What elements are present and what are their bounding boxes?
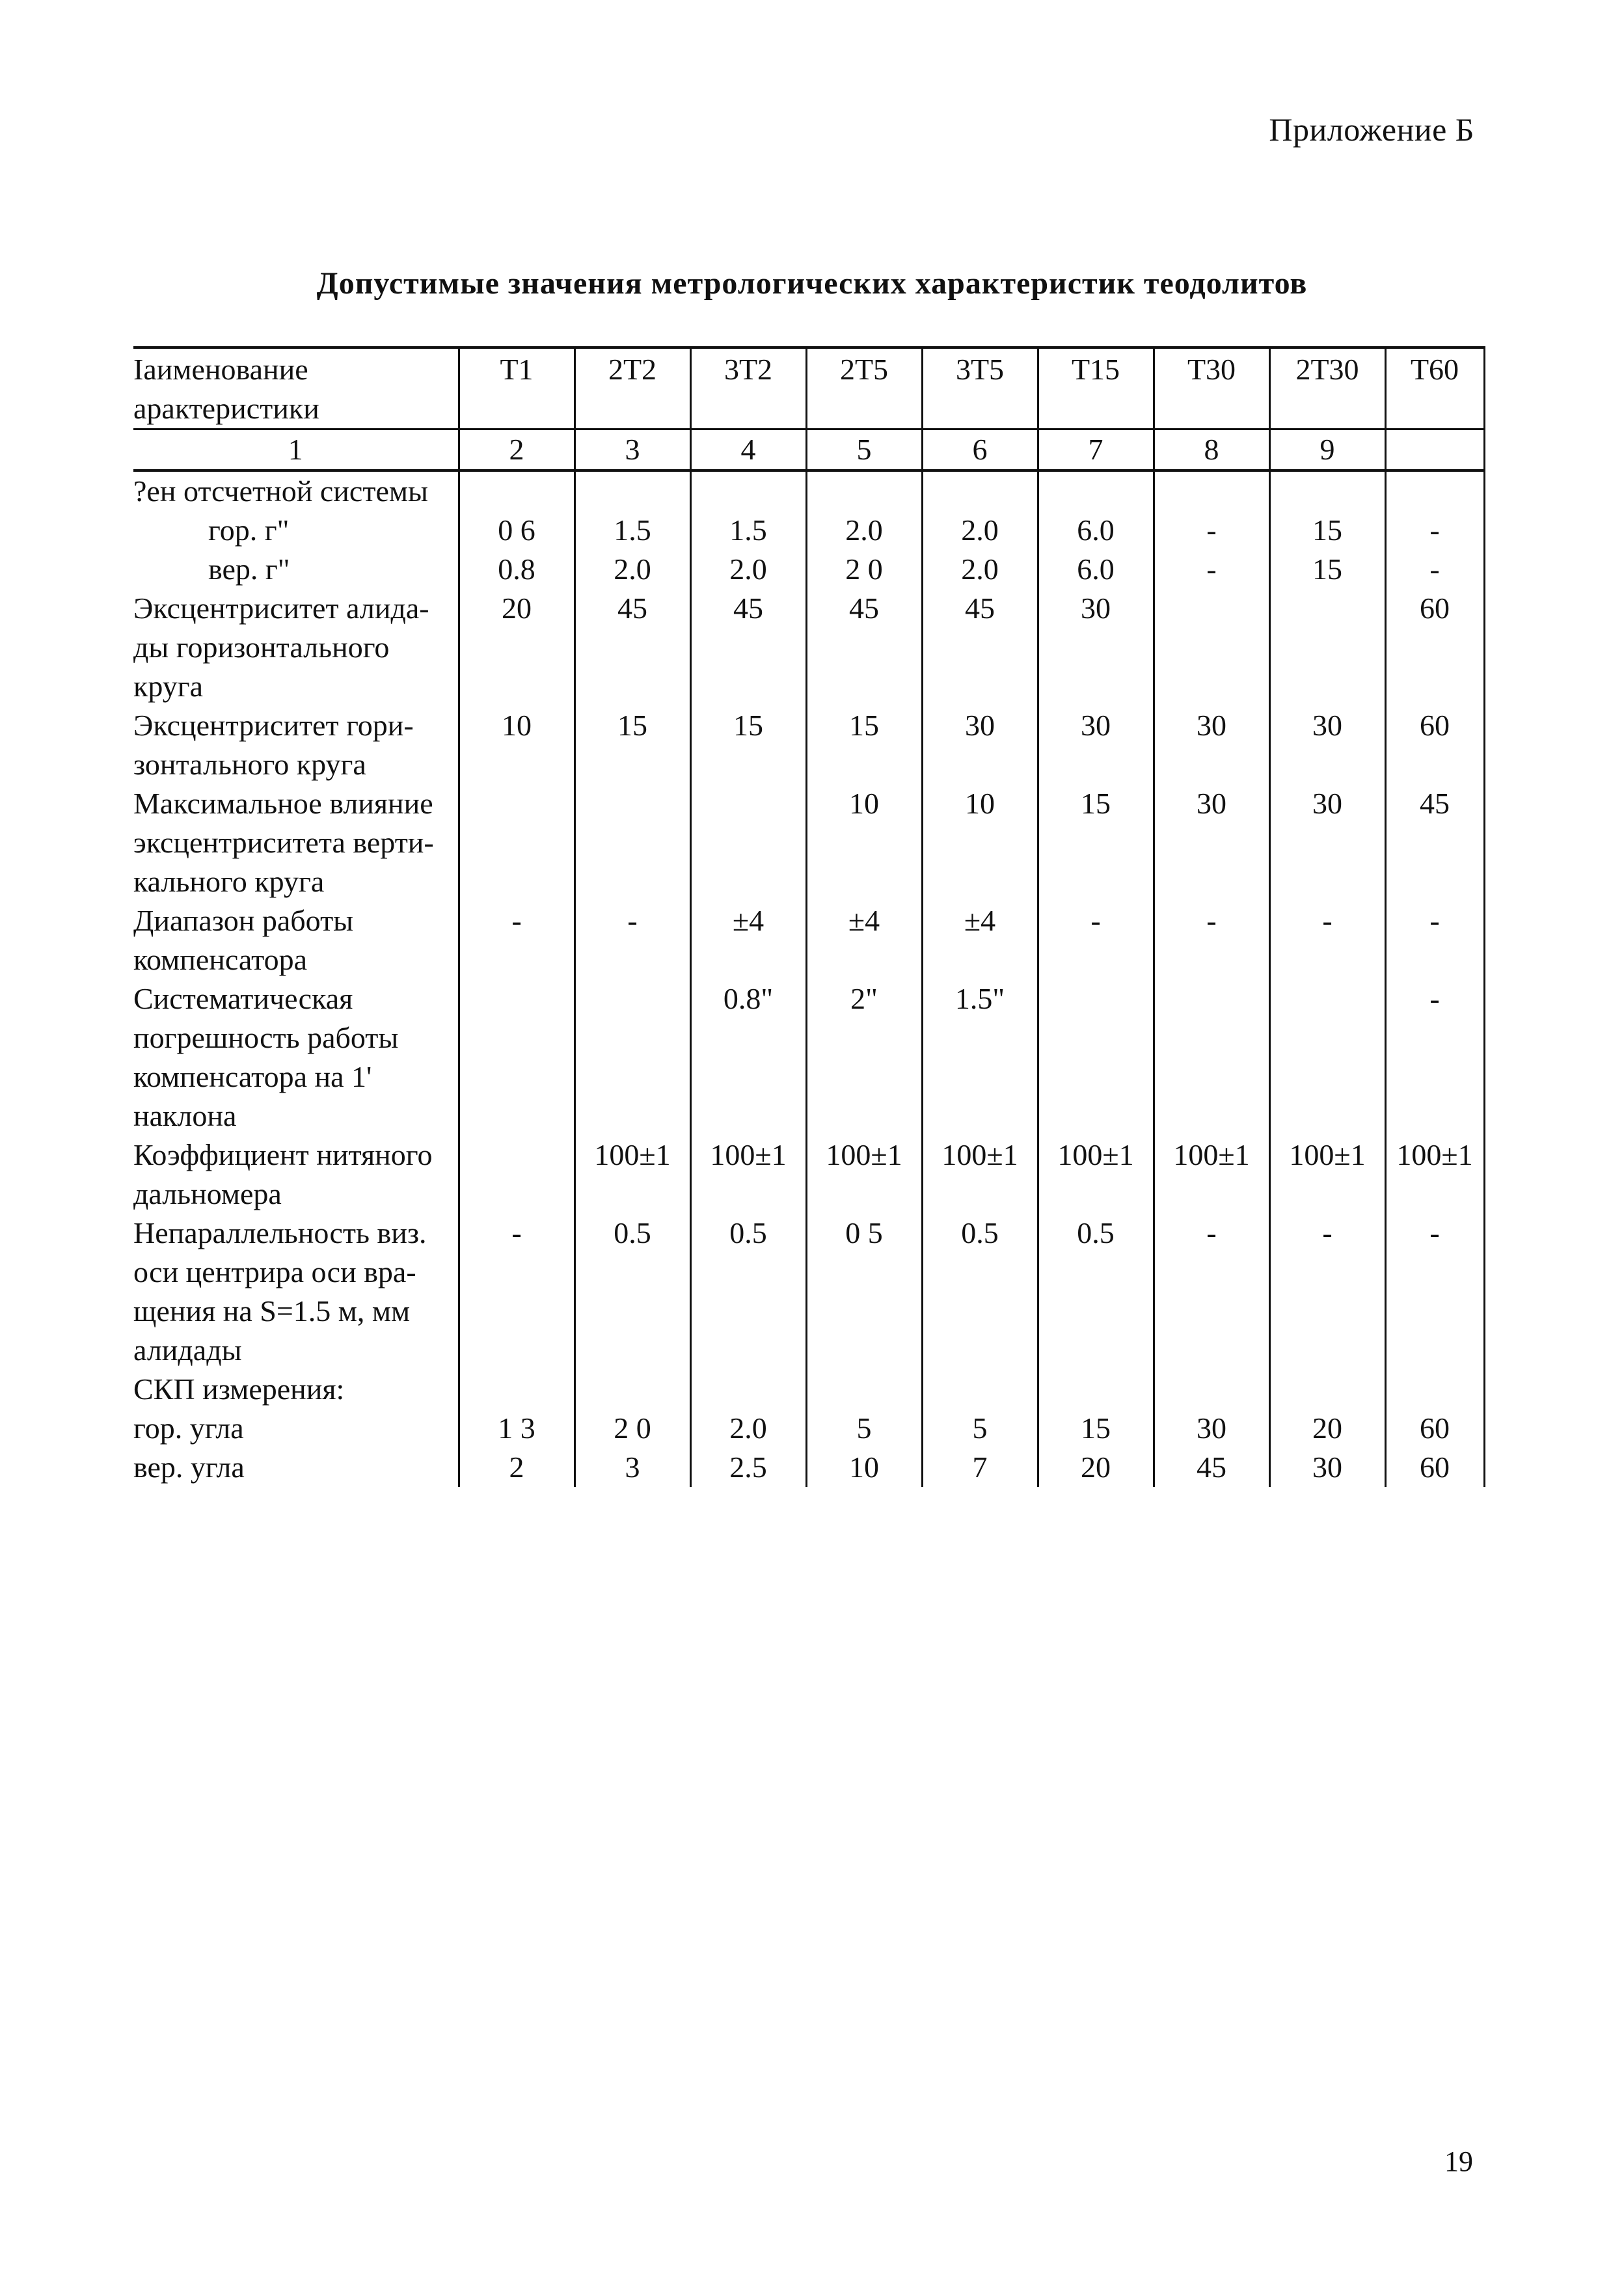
table-cell: 1.5 2.0 [690,470,806,589]
table-cell: 15 15 [1269,470,1385,589]
table-row [133,470,1484,589]
column-number: 9 [1269,429,1385,471]
table-cell: - [1038,901,1154,979]
table-cell: - - [1154,470,1269,589]
table-cell: - [1269,1214,1385,1370]
name-column-header: Iаименование арактеристики [133,347,459,429]
table-cell: 30 [1038,589,1154,706]
table-cell: - [459,1214,575,1370]
table-cell: 5 10 [806,1370,922,1487]
column-number: 7 [1038,429,1154,471]
column-number: 4 [690,429,806,471]
table-cell: 1 3 2 [459,1370,575,1487]
table-cell: 45 [690,589,806,706]
column-number: 3 [575,429,690,471]
header-row [133,347,1484,429]
table-cell: 2.0 2 0 [806,470,922,589]
table-cell: 0 6 0.8 [459,470,575,589]
table-cell: 20 [459,589,575,706]
table-cell: 45 [575,589,690,706]
table-cell [575,979,690,1136]
table-cell: 45 [806,589,922,706]
table-row [133,901,1484,979]
table-cell: ±4 [806,901,922,979]
table-title: Допустимые значения метрологических характеристик теодолитов [316,266,1308,301]
table-cell: 15 [690,706,806,784]
table-cell: 30 45 [1154,1370,1269,1487]
table-cell [1269,589,1385,706]
column-header: T15 [1038,347,1154,429]
table-cell: 0.5 [1038,1214,1154,1370]
table-cell: 100±1 [575,1136,690,1214]
table-row [133,1214,1484,1370]
table-cell: 2 0 3 [575,1370,690,1487]
table-cell: 100±1 [1385,1136,1484,1214]
row-label: Эксцентриситет алида- ды горизонтального круга [133,589,459,706]
table-cell: 15 [806,706,922,784]
table-cell: 45 [1385,784,1484,901]
column-number: 8 [1154,429,1269,471]
table-cell: 6.0 6.0 [1038,470,1154,589]
table-cell: 100±1 [922,1136,1038,1214]
column-header: T1 [459,347,575,429]
table-cell: 2.0 2.5 [690,1370,806,1487]
table-cell: 10 [922,784,1038,901]
table-cell: 100±1 [1269,1136,1385,1214]
table-cell: - [1385,1214,1484,1370]
column-header: 3T2 [690,347,806,429]
table-cell [1269,979,1385,1136]
table-cell: 30 [1038,706,1154,784]
table-cell: 0 5 [806,1214,922,1370]
table-cell: 100±1 [806,1136,922,1214]
column-number: 1 [133,429,459,471]
table-row [133,1136,1484,1214]
row-label: ?ен отсчетной системы гор. г" вер. г" [133,470,459,589]
column-header: 2T5 [806,347,922,429]
row-label: Эксцентриситет гори- зонтального круга [133,706,459,784]
table-cell [575,784,690,901]
column-header: T30 [1154,347,1269,429]
column-number: 2 [459,429,575,471]
table-cell: 30 [1269,784,1385,901]
table-cell [1154,979,1269,1136]
table-cell: 100±1 [1038,1136,1154,1214]
column-number: 5 [806,429,922,471]
table-cell: ±4 [690,901,806,979]
table-cell: - - [1385,470,1484,589]
column-header: 2T30 [1269,347,1385,429]
table-cell: 15 [575,706,690,784]
column-number: 6 [922,429,1038,471]
table-cell: 10 [459,706,575,784]
table-cell: 30 [1269,706,1385,784]
table-cell: - [1154,1214,1269,1370]
table-cell: 100±1 [690,1136,806,1214]
table-cell: - [459,901,575,979]
table-cell: ±4 [922,901,1038,979]
table-cell: 2.0 2.0 [922,470,1038,589]
table-cell: - [575,901,690,979]
table-cell [459,979,575,1136]
table-cell: 30 [1154,706,1269,784]
row-label: СКП измерения: гор. угла вер. угла [133,1370,459,1487]
table-row [133,589,1484,706]
table-row [133,1370,1484,1487]
table-cell: 100±1 [1154,1136,1269,1214]
table-cell [1154,589,1269,706]
table-cell: 15 20 [1038,1370,1154,1487]
column-number-row [133,429,1484,471]
row-label: Непараллельность виз. оси центрира оси вра- щения на S=1.5 м, мм алидады [133,1214,459,1370]
table-cell: 60 60 [1385,1370,1484,1487]
table-cell: - [1385,979,1484,1136]
table-cell: 15 [1038,784,1154,901]
table-cell: 45 [922,589,1038,706]
table-cell [459,784,575,901]
table-cell: 20 30 [1269,1370,1385,1487]
table-cell: 0.8" [690,979,806,1136]
column-number [1385,429,1484,471]
table-cell: 0.5 [690,1214,806,1370]
table-row [133,706,1484,784]
appendix-label: Приложение Б [1269,111,1474,148]
table-cell: 1.5" [922,979,1038,1136]
table-cell: 5 7 [922,1370,1038,1487]
table-cell: - [1154,901,1269,979]
table-cell [1038,979,1154,1136]
row-label: Систематическая погрешность работы компенсатора на 1' наклона [133,979,459,1136]
table-cell: 2" [806,979,922,1136]
table-cell: 30 [922,706,1038,784]
table-cell [459,1136,575,1214]
table-cell: 1.5 2.0 [575,470,690,589]
characteristics-table [133,346,1485,1487]
table-cell [690,784,806,901]
row-label: Коэффициент нитяного дальномера [133,1136,459,1214]
column-header: 3T5 [922,347,1038,429]
table-row [133,784,1484,901]
table-row [133,979,1484,1136]
table-cell: - [1269,901,1385,979]
table-cell: 10 [806,784,922,901]
table-cell: - [1385,901,1484,979]
table-cell: 0.5 [922,1214,1038,1370]
column-header: T60 [1385,347,1484,429]
table-cell: 30 [1154,784,1269,901]
column-header: 2T2 [575,347,690,429]
row-label: Максимальное влияние эксцентриситета верти- кального круга [133,784,459,901]
page-number: 19 [1444,2146,1473,2177]
table-cell: 60 [1385,589,1484,706]
row-label: Диапазон работы компенсатора [133,901,459,979]
table-cell: 0.5 [575,1214,690,1370]
table-cell: 60 [1385,706,1484,784]
